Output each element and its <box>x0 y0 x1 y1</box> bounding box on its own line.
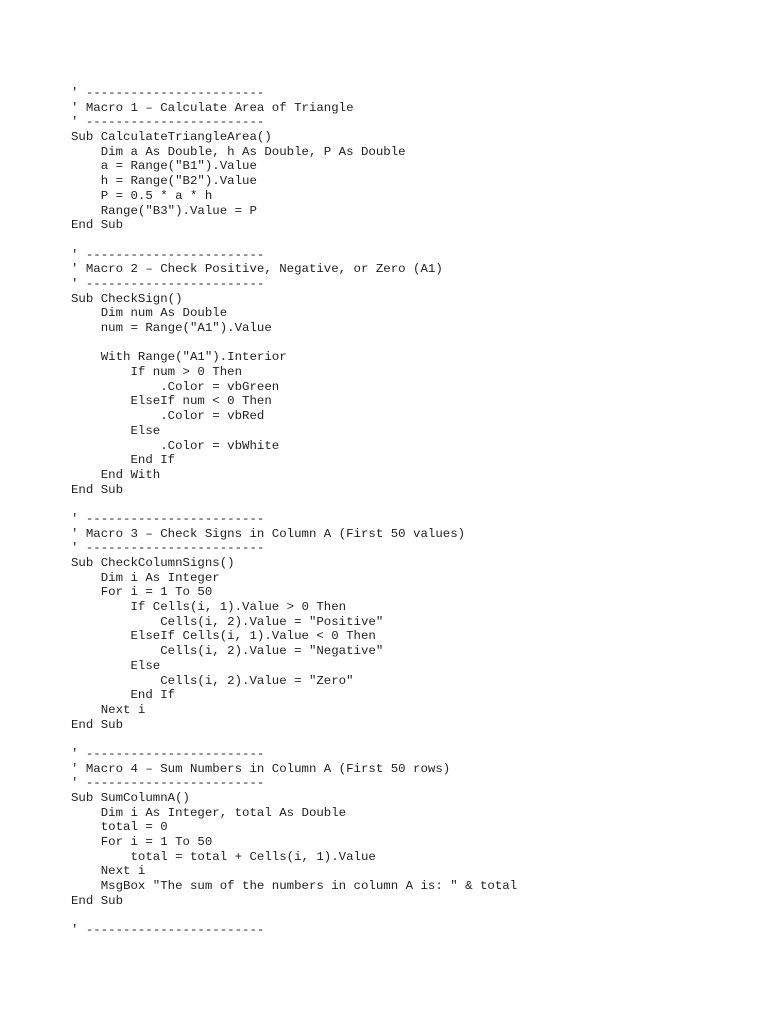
code-line: End If <box>71 688 176 703</box>
code-line: Cells(i, 2).Value = "Zero" <box>71 673 354 688</box>
code-line: ' ------------------------ <box>71 86 265 100</box>
code-line: End Sub <box>71 482 124 497</box>
code-line: Dim num As Double <box>71 306 228 321</box>
code-line: For i = 1 To 50 <box>71 585 213 600</box>
code-line: num = Range("A1").Value <box>71 321 272 335</box>
code-line <box>71 497 731 512</box>
code-line: total = total + Cells(i, 1).Value <box>71 849 376 864</box>
code-line: ' ------------------------ <box>71 511 265 526</box>
code-line: If Cells(i, 1).Value > 0 Then <box>71 600 347 615</box>
code-line: For i = 1 To 50 <box>71 835 213 850</box>
code-line: ' ------------------------ <box>71 923 265 938</box>
code-line: ' ------------------------ <box>71 776 265 791</box>
code-line: ' Macro 4 – Sum Numbers in Column A (First 50 rows) <box>71 761 451 776</box>
code-line: Dim i As Integer, total As Double <box>71 805 347 820</box>
code-line: ' Macro 2 – Check Positive, Negative, or Zero (A1) <box>71 262 443 277</box>
code-line: ElseIf Cells(i, 1).Value < 0 Then <box>71 629 376 644</box>
code-line: Next i <box>71 702 146 717</box>
code-line: Sub CheckColumnSigns() <box>71 556 235 570</box>
code-line: ' Macro 3 – Check Signs in Column A (First 50 values) <box>71 526 466 541</box>
code-line: If num > 0 Then <box>71 365 243 380</box>
code-line: Else <box>71 423 161 438</box>
code-line: ' ------------------------ <box>71 276 265 291</box>
code-line: Sub CalculateTriangleArea() <box>71 130 272 145</box>
code-line <box>71 909 731 924</box>
code-line: End Sub <box>71 893 124 908</box>
code-line: a = Range("B1").Value <box>71 159 257 174</box>
code-line: End If <box>71 453 176 468</box>
code-line: Sub CheckSign() <box>71 291 183 306</box>
code-document <box>71 86 731 938</box>
code-line: ElseIf num < 0 Then <box>71 394 272 409</box>
code-line: ' ------------------------ <box>71 746 265 761</box>
code-line: Cells(i, 2).Value = "Negative" <box>71 644 384 659</box>
code-line: P = 0.5 * a * h <box>71 188 213 203</box>
code-line: Next i <box>71 864 146 879</box>
code-line: Cells(i, 2).Value = "Positive" <box>71 614 384 629</box>
code-line: Sub SumColumnA() <box>71 791 190 805</box>
code-line: .Color = vbGreen <box>71 379 280 394</box>
code-line: Dim i As Integer <box>71 570 220 585</box>
code-line <box>71 336 731 351</box>
code-line: .Color = vbRed <box>71 409 265 424</box>
code-line: End Sub <box>71 218 124 233</box>
code-line: ' ------------------------ <box>71 247 265 262</box>
code-line: Else <box>71 658 161 673</box>
code-line: Dim a As Double, h As Double, P As Double <box>71 144 406 159</box>
code-line: ' Macro 1 – Calculate Area of Triangle <box>71 100 354 115</box>
code-line: Range("B3").Value = P <box>71 203 257 218</box>
code-line <box>71 233 731 248</box>
code-line: MsgBox "The sum of the numbers in column A is: " & total <box>71 879 518 894</box>
code-line: End Sub <box>71 717 124 732</box>
code-line: ' ------------------------ <box>71 541 265 556</box>
code-line: ' ------------------------ <box>71 115 265 130</box>
code-line: With Range("A1").Interior <box>71 350 287 365</box>
code-line: total = 0 <box>71 820 168 835</box>
code-line: End With <box>71 467 161 482</box>
code-line: h = Range("B2").Value <box>71 174 257 189</box>
code-line: .Color = vbWhite <box>71 438 280 453</box>
code-line <box>71 732 731 747</box>
